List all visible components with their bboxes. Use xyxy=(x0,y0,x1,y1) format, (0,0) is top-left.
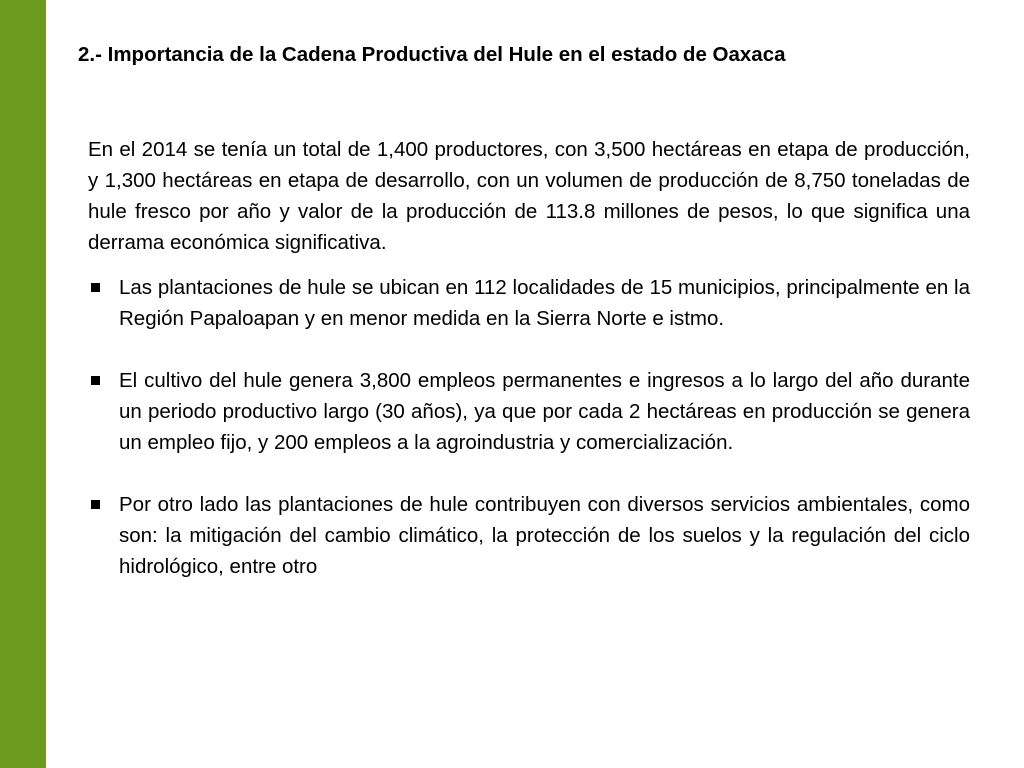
slide-body xyxy=(88,134,970,613)
accent-side-bar xyxy=(0,0,46,768)
bullet-text: Por otro lado las plantaciones de hule contribuyen con diversos servicios ambientales, como son: la mitigación del cambio climático, la protección de los suelos y la regulación del ciclo hidrológico, entre otro xyxy=(119,493,970,578)
bullet-item xyxy=(88,489,970,582)
bullet-list xyxy=(88,272,970,582)
square-bullet-icon xyxy=(91,376,100,385)
square-bullet-icon xyxy=(91,283,100,292)
intro-paragraph: En el 2014 se tenía un total de 1,400 productores, con 3,500 hectáreas en etapa de producción, y 1,300 hectáreas en etapa de desarrollo, con un volumen de producción de 8,750 toneladas de hule fresco por año y valor de la producción de 113.8 millones de pesos, lo que significa una derrama económica significativa. xyxy=(88,138,970,254)
bullet-text: Las plantaciones de hule se ubican en 112 localidades de 15 municipios, principalmente en la Región Papaloapan y en menor medida en la Sierra Norte e istmo. xyxy=(119,276,970,330)
square-bullet-icon xyxy=(91,500,100,509)
bullet-item xyxy=(88,365,970,458)
slide-title: 2.- Importancia de la Cadena Productiva del Hule en el estado de Oaxaca xyxy=(78,43,786,66)
bullet-text: El cultivo del hule genera 3,800 empleos permanentes e ingresos a lo largo del año durante un periodo productivo largo (30 años), ya que por cada 2 hectáreas en producción se genera un empleo fijo, y 200 empleos a la agroindustria y comercialización. xyxy=(119,369,970,454)
bullet-item xyxy=(88,272,970,334)
